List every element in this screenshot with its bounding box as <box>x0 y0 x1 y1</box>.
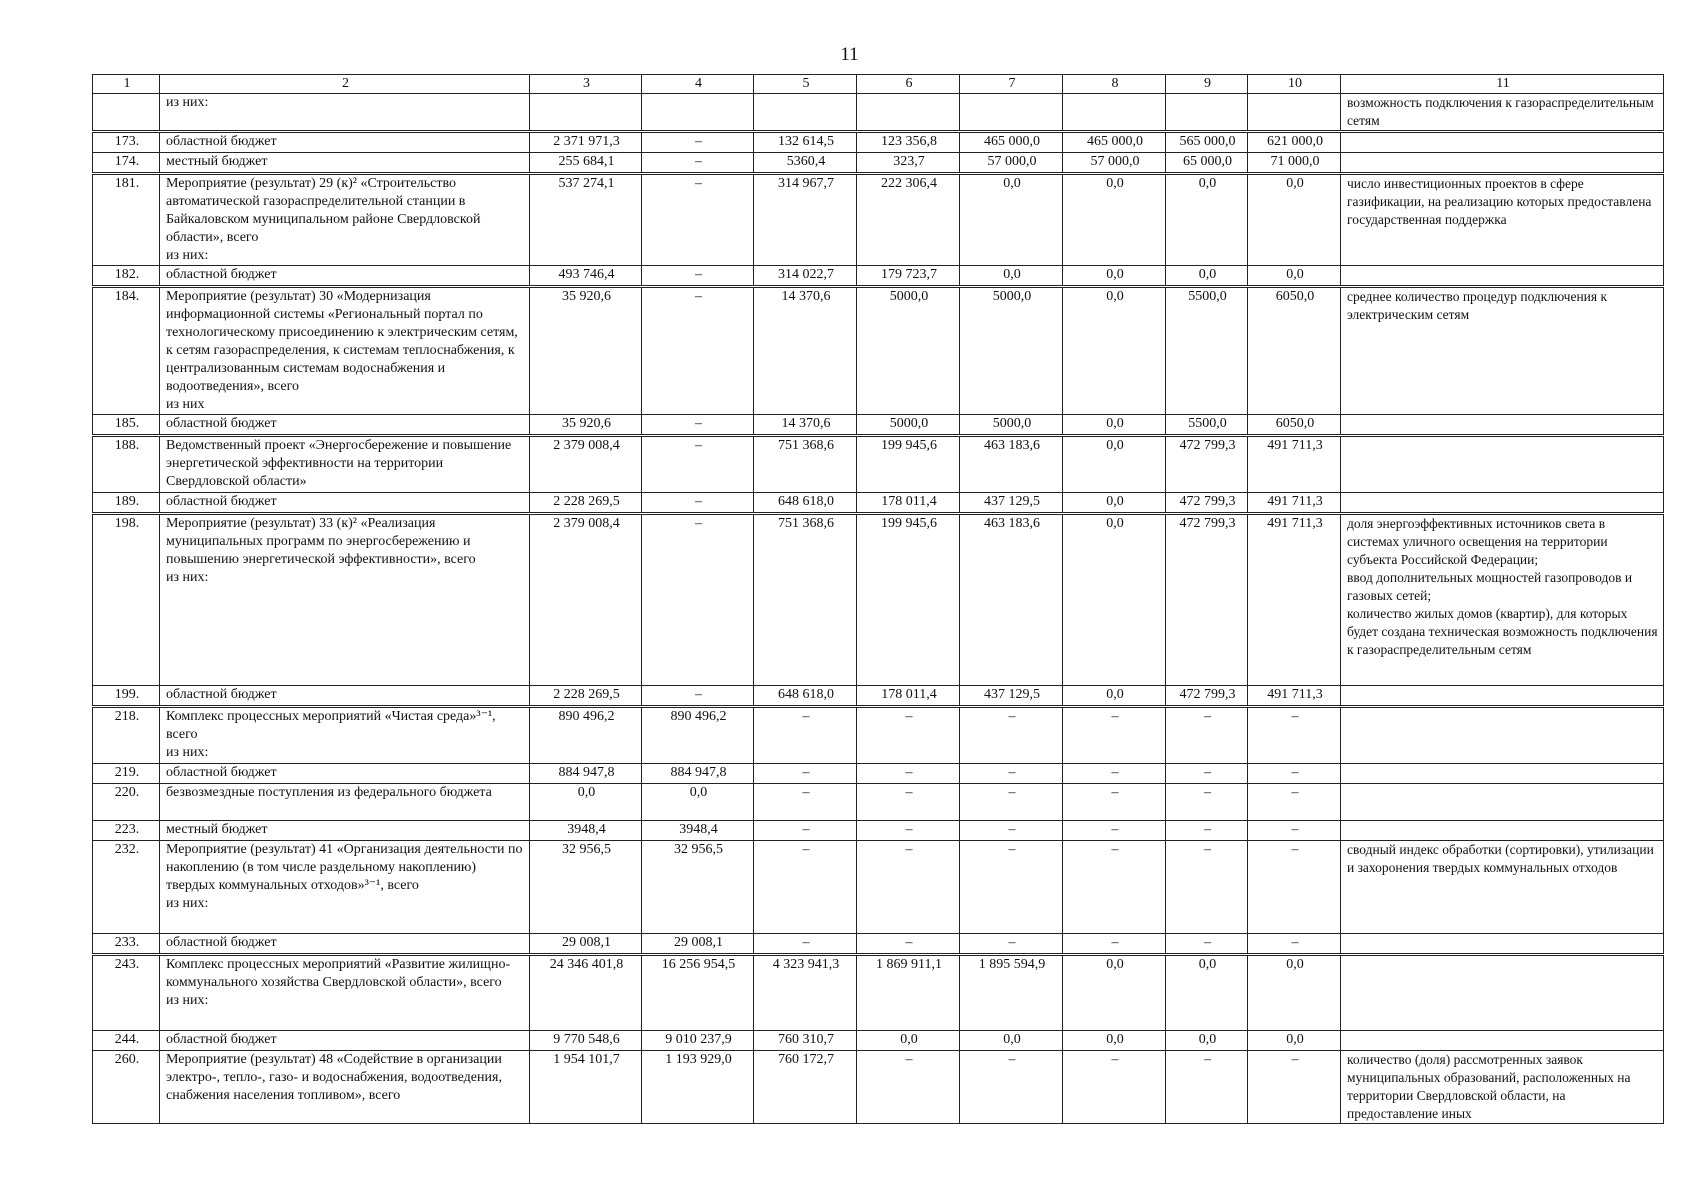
value-col8: – <box>1063 764 1166 784</box>
table-row <box>93 287 1664 415</box>
value-col10: – <box>1248 934 1341 955</box>
value-col8: – <box>1063 784 1166 821</box>
value-col9: 0,0 <box>1166 955 1248 1031</box>
value-col4: 9 010 237,9 <box>642 1031 754 1051</box>
value-col10: – <box>1248 707 1341 764</box>
value-col5: 751 368,6 <box>754 436 857 493</box>
indicator-text: число инвестиционных проектов в сфере газификации, на реализацию которых предоставлена государственная поддержка <box>1341 174 1664 266</box>
value-col8: 0,0 <box>1063 174 1166 266</box>
value-col9: 472 799,3 <box>1166 686 1248 707</box>
indicator-text <box>1341 266 1664 287</box>
value-col10: – <box>1248 764 1341 784</box>
row-number: 219. <box>93 764 160 784</box>
value-col8: 57 000,0 <box>1063 153 1166 174</box>
value-col6: – <box>857 764 960 784</box>
item-name: областной бюджет <box>160 132 530 153</box>
item-name: областной бюджет <box>160 686 530 707</box>
value-col3: 29 008,1 <box>530 934 642 955</box>
row-number: 198. <box>93 514 160 686</box>
value-col4: – <box>642 174 754 266</box>
value-col6: – <box>857 841 960 934</box>
column-header: 7 <box>960 75 1063 94</box>
table-row <box>93 707 1664 764</box>
value-col5: 132 614,5 <box>754 132 857 153</box>
row-number: 181. <box>93 174 160 266</box>
value-col7: 5000,0 <box>960 415 1063 436</box>
value-col4 <box>642 94 754 132</box>
value-col10: 491 711,3 <box>1248 436 1341 493</box>
row-number: 260. <box>93 1051 160 1124</box>
value-col10: 0,0 <box>1248 266 1341 287</box>
value-col9: 0,0 <box>1166 1031 1248 1051</box>
row-number: 174. <box>93 153 160 174</box>
value-col7: – <box>960 764 1063 784</box>
table-row <box>93 1051 1664 1124</box>
row-number: 233. <box>93 934 160 955</box>
value-col9: – <box>1166 784 1248 821</box>
value-col4: – <box>642 493 754 514</box>
value-col9: – <box>1166 821 1248 841</box>
table-row <box>93 493 1664 514</box>
value-col8: – <box>1063 821 1166 841</box>
value-col3: 884 947,8 <box>530 764 642 784</box>
value-col4: 16 256 954,5 <box>642 955 754 1031</box>
value-col10: 6050,0 <box>1248 287 1341 415</box>
value-col9: 565 000,0 <box>1166 132 1248 153</box>
item-name: Ведомственный проект «Энергосбережение и повышение энергетической эффективности на территории Свердловской области» <box>160 436 530 493</box>
table-row <box>93 841 1664 934</box>
page-number: 11 <box>840 44 859 65</box>
indicator-text <box>1341 784 1664 821</box>
value-col6: – <box>857 821 960 841</box>
value-col8: – <box>1063 934 1166 955</box>
value-col8: 0,0 <box>1063 493 1166 514</box>
value-col5: 648 618,0 <box>754 686 857 707</box>
value-col6: 199 945,6 <box>857 514 960 686</box>
value-col5: 760 172,7 <box>754 1051 857 1124</box>
item-name: областной бюджет <box>160 415 530 436</box>
value-col8: – <box>1063 707 1166 764</box>
value-col5: 14 370,6 <box>754 287 857 415</box>
value-col7: 57 000,0 <box>960 153 1063 174</box>
value-col5: 314 967,7 <box>754 174 857 266</box>
row-number: 185. <box>93 415 160 436</box>
value-col8: 0,0 <box>1063 686 1166 707</box>
value-col3: 493 746,4 <box>530 266 642 287</box>
value-col6: 178 011,4 <box>857 493 960 514</box>
value-col3: 32 956,5 <box>530 841 642 934</box>
value-col10: 71 000,0 <box>1248 153 1341 174</box>
value-col10 <box>1248 94 1341 132</box>
value-col4: 3948,4 <box>642 821 754 841</box>
table-row <box>93 153 1664 174</box>
value-col10: 0,0 <box>1248 1031 1341 1051</box>
value-col7: 0,0 <box>960 174 1063 266</box>
value-col8: – <box>1063 1051 1166 1124</box>
value-col9 <box>1166 94 1248 132</box>
item-name: Мероприятие (результат) 48 «Содействие в организации электро-, тепло-, газо- и водоснабжения, водоотведения, снабжения населения топливом», всего <box>160 1051 530 1124</box>
value-col4: – <box>642 514 754 686</box>
table-row <box>93 686 1664 707</box>
table-row <box>93 821 1664 841</box>
indicator-text: количество (доля) рассмотренных заявок муниципальных образований, расположенных на территории Свердловской области, на предоставление иных <box>1341 1051 1664 1124</box>
value-col3: 890 496,2 <box>530 707 642 764</box>
value-col9: – <box>1166 764 1248 784</box>
table-row <box>93 514 1664 686</box>
row-number: 173. <box>93 132 160 153</box>
value-col9: 65 000,0 <box>1166 153 1248 174</box>
value-col4: – <box>642 266 754 287</box>
row-number: 220. <box>93 784 160 821</box>
value-col5: 648 618,0 <box>754 493 857 514</box>
value-col6: 123 356,8 <box>857 132 960 153</box>
value-col4: – <box>642 132 754 153</box>
value-col9: 0,0 <box>1166 266 1248 287</box>
value-col8 <box>1063 94 1166 132</box>
value-col10: 491 711,3 <box>1248 514 1341 686</box>
value-col7: – <box>960 841 1063 934</box>
indicator-text: среднее количество процедур подключения к электрическим сетям <box>1341 287 1664 415</box>
value-col7: – <box>960 1051 1063 1124</box>
value-col5: 5360,4 <box>754 153 857 174</box>
value-col6: 179 723,7 <box>857 266 960 287</box>
value-col8: 0,0 <box>1063 415 1166 436</box>
item-name: областной бюджет <box>160 764 530 784</box>
value-col3: 24 346 401,8 <box>530 955 642 1031</box>
column-header: 8 <box>1063 75 1166 94</box>
value-col5: – <box>754 784 857 821</box>
value-col6: 199 945,6 <box>857 436 960 493</box>
item-name: Комплекс процессных мероприятий «Чистая среда»³⁻¹, всего из них: <box>160 707 530 764</box>
value-col6: – <box>857 707 960 764</box>
item-name: безвозмездные поступления из федерального бюджета <box>160 784 530 821</box>
item-name: Мероприятие (результат) 33 (к)² «Реализация муниципальных программ по энергосбережению и повышению энергетической эффективности», всего из них: <box>160 514 530 686</box>
value-col5: – <box>754 707 857 764</box>
value-col10: – <box>1248 1051 1341 1124</box>
value-col6: 1 869 911,1 <box>857 955 960 1031</box>
row-number: 199. <box>93 686 160 707</box>
budget-table <box>92 74 1664 1124</box>
value-col9: 5500,0 <box>1166 287 1248 415</box>
value-col7: 437 129,5 <box>960 686 1063 707</box>
value-col10: 6050,0 <box>1248 415 1341 436</box>
item-name: областной бюджет <box>160 493 530 514</box>
value-col9: – <box>1166 1051 1248 1124</box>
value-col3: 9 770 548,6 <box>530 1031 642 1051</box>
item-name: из них: <box>160 94 530 132</box>
indicator-text <box>1341 821 1664 841</box>
value-col5: – <box>754 764 857 784</box>
value-col5: – <box>754 841 857 934</box>
item-name: областной бюджет <box>160 1031 530 1051</box>
value-col4: – <box>642 436 754 493</box>
value-col6: 178 011,4 <box>857 686 960 707</box>
value-col4: – <box>642 153 754 174</box>
value-col10: 491 711,3 <box>1248 493 1341 514</box>
value-col7: 0,0 <box>960 1031 1063 1051</box>
item-name: Мероприятие (результат) 41 «Организация деятельности по накоплению (в том числе раздельному накоплению) твердых коммунальных отходов»³⁻¹, всего из них: <box>160 841 530 934</box>
value-col7: 5000,0 <box>960 287 1063 415</box>
value-col6: 0,0 <box>857 1031 960 1051</box>
value-col4: 32 956,5 <box>642 841 754 934</box>
indicator-text <box>1341 153 1664 174</box>
table-row <box>93 955 1664 1031</box>
value-col6: – <box>857 1051 960 1124</box>
row-number: 244. <box>93 1031 160 1051</box>
value-col9: 472 799,3 <box>1166 436 1248 493</box>
value-col7 <box>960 94 1063 132</box>
value-col5: 14 370,6 <box>754 415 857 436</box>
row-number: 218. <box>93 707 160 764</box>
indicator-text <box>1341 1031 1664 1051</box>
item-name: местный бюджет <box>160 153 530 174</box>
value-col7: 463 183,6 <box>960 514 1063 686</box>
value-col10: – <box>1248 784 1341 821</box>
value-col4: 29 008,1 <box>642 934 754 955</box>
value-col6: 5000,0 <box>857 287 960 415</box>
value-col10: – <box>1248 841 1341 934</box>
value-col3: 537 274,1 <box>530 174 642 266</box>
item-name: Мероприятие (результат) 30 «Модернизация информационной системы «Региональный портал по технологическому присоединению к электрическим сетям, к сетям газораспределения, к системам теплоснабжения, к централизованным системам водоснабжения и водоотведения», всего из них <box>160 287 530 415</box>
value-col4: – <box>642 415 754 436</box>
column-header: 1 <box>93 75 160 94</box>
row-number: 243. <box>93 955 160 1031</box>
indicator-text: доля энергоэффективных источников света в системах уличного освещения на территории субъекта Российской Федерации; ввод дополнительных мощностей газопроводов и газовых сетей; количество жилых домов (квартир), для которых будет создана техническая возможность подключения к газораспределительным сетям <box>1341 514 1664 686</box>
column-header: 4 <box>642 75 754 94</box>
table-row <box>93 266 1664 287</box>
item-name: областной бюджет <box>160 934 530 955</box>
column-number-header-row <box>93 75 1664 94</box>
column-header: 11 <box>1341 75 1664 94</box>
value-col3: 2 379 008,4 <box>530 514 642 686</box>
item-name: Мероприятие (результат) 29 (к)² «Строительство автоматической газораспределительной станции в Байкаловском муниципальном районе Свердловской области», всего из них: <box>160 174 530 266</box>
column-header: 10 <box>1248 75 1341 94</box>
value-col9: 472 799,3 <box>1166 514 1248 686</box>
value-col6: – <box>857 934 960 955</box>
indicator-text <box>1341 686 1664 707</box>
value-col5: 4 323 941,3 <box>754 955 857 1031</box>
value-col10: 621 000,0 <box>1248 132 1341 153</box>
indicator-text: возможность подключения к газораспределительным сетям <box>1341 94 1664 132</box>
indicator-text <box>1341 415 1664 436</box>
value-col3: 35 920,6 <box>530 287 642 415</box>
indicator-text <box>1341 764 1664 784</box>
indicator-text <box>1341 132 1664 153</box>
value-col5: 760 310,7 <box>754 1031 857 1051</box>
value-col5 <box>754 94 857 132</box>
value-col3: 3948,4 <box>530 821 642 841</box>
column-header: 6 <box>857 75 960 94</box>
table-row <box>93 1031 1664 1051</box>
item-name: областной бюджет <box>160 266 530 287</box>
value-col6: 222 306,4 <box>857 174 960 266</box>
value-col9: – <box>1166 934 1248 955</box>
item-name: Комплекс процессных мероприятий «Развитие жилищно-коммунального хозяйства Свердловской области», всего из них: <box>160 955 530 1031</box>
value-col8: 465 000,0 <box>1063 132 1166 153</box>
table-row <box>93 132 1664 153</box>
value-col8: 0,0 <box>1063 1031 1166 1051</box>
value-col7: – <box>960 707 1063 764</box>
value-col7: 437 129,5 <box>960 493 1063 514</box>
value-col10: 491 711,3 <box>1248 686 1341 707</box>
value-col7: 1 895 594,9 <box>960 955 1063 1031</box>
table-row <box>93 174 1664 266</box>
value-col4: – <box>642 287 754 415</box>
value-col4: 0,0 <box>642 784 754 821</box>
value-col3: 2 228 269,5 <box>530 686 642 707</box>
column-header: 3 <box>530 75 642 94</box>
value-col10: 0,0 <box>1248 955 1341 1031</box>
value-col3: 1 954 101,7 <box>530 1051 642 1124</box>
value-col7: – <box>960 784 1063 821</box>
table-row <box>93 436 1664 493</box>
value-col8: 0,0 <box>1063 955 1166 1031</box>
table-row <box>93 934 1664 955</box>
indicator-text <box>1341 955 1664 1031</box>
value-col9: 0,0 <box>1166 174 1248 266</box>
value-col3 <box>530 94 642 132</box>
column-header: 9 <box>1166 75 1248 94</box>
value-col7: 0,0 <box>960 266 1063 287</box>
value-col8: 0,0 <box>1063 514 1166 686</box>
value-col10: 0,0 <box>1248 174 1341 266</box>
row-number: 188. <box>93 436 160 493</box>
value-col5: 314 022,7 <box>754 266 857 287</box>
value-col6: 5000,0 <box>857 415 960 436</box>
value-col7: – <box>960 934 1063 955</box>
value-col3: 35 920,6 <box>530 415 642 436</box>
value-col3: 0,0 <box>530 784 642 821</box>
value-col9: – <box>1166 841 1248 934</box>
table-row <box>93 784 1664 821</box>
indicator-text: сводный индекс обработки (сортировки), утилизации и захоронения твердых коммунальных отходов <box>1341 841 1664 934</box>
value-col3: 255 684,1 <box>530 153 642 174</box>
table-row <box>93 415 1664 436</box>
value-col4: 890 496,2 <box>642 707 754 764</box>
value-col3: 2 379 008,4 <box>530 436 642 493</box>
value-col10: – <box>1248 821 1341 841</box>
value-col8: – <box>1063 841 1166 934</box>
value-col5: – <box>754 821 857 841</box>
value-col5: 751 368,6 <box>754 514 857 686</box>
value-col3: 2 371 971,3 <box>530 132 642 153</box>
value-col4: – <box>642 686 754 707</box>
item-name: местный бюджет <box>160 821 530 841</box>
indicator-text <box>1341 493 1664 514</box>
row-number: 182. <box>93 266 160 287</box>
value-col4: 884 947,8 <box>642 764 754 784</box>
value-col7: – <box>960 821 1063 841</box>
value-col5: – <box>754 934 857 955</box>
column-header: 2 <box>160 75 530 94</box>
value-col7: 465 000,0 <box>960 132 1063 153</box>
value-col6: 323,7 <box>857 153 960 174</box>
value-col9: – <box>1166 707 1248 764</box>
column-header: 5 <box>754 75 857 94</box>
value-col8: 0,0 <box>1063 436 1166 493</box>
value-col6: – <box>857 784 960 821</box>
table-row <box>93 764 1664 784</box>
row-number: 184. <box>93 287 160 415</box>
indicator-text <box>1341 707 1664 764</box>
row-number: 223. <box>93 821 160 841</box>
table-body <box>93 94 1664 1124</box>
table-row <box>93 94 1664 132</box>
value-col6 <box>857 94 960 132</box>
value-col8: 0,0 <box>1063 287 1166 415</box>
row-number <box>93 94 160 132</box>
row-number: 232. <box>93 841 160 934</box>
row-number: 189. <box>93 493 160 514</box>
value-col3: 2 228 269,5 <box>530 493 642 514</box>
value-col8: 0,0 <box>1063 266 1166 287</box>
value-col7: 463 183,6 <box>960 436 1063 493</box>
value-col9: 5500,0 <box>1166 415 1248 436</box>
indicator-text <box>1341 934 1664 955</box>
value-col4: 1 193 929,0 <box>642 1051 754 1124</box>
indicator-text <box>1341 436 1664 493</box>
value-col9: 472 799,3 <box>1166 493 1248 514</box>
